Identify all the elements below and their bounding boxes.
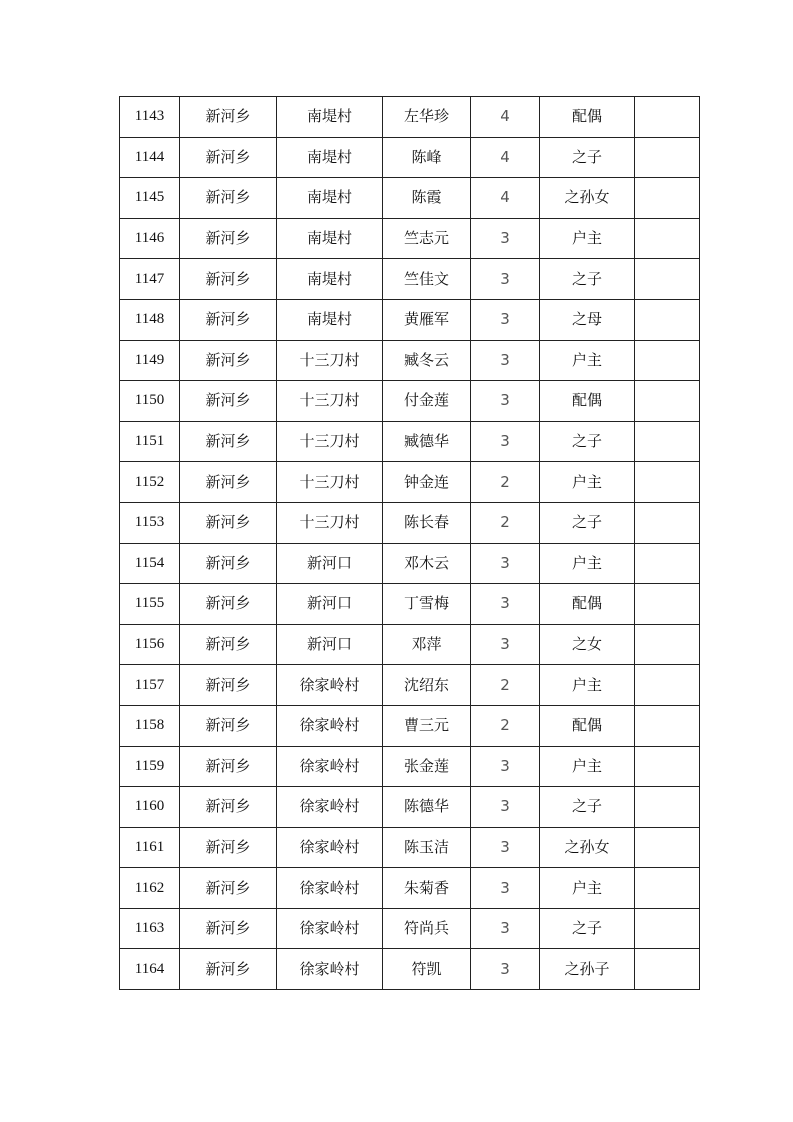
cell-relation: 户主 [540, 462, 635, 503]
cell-number: 1144 [120, 137, 180, 178]
cell-relation: 户主 [540, 665, 635, 706]
cell-household-size: 4 [471, 178, 540, 219]
cell-township: 新河乡 [180, 746, 277, 787]
cell-township: 新河乡 [180, 462, 277, 503]
cell-relation: 户主 [540, 543, 635, 584]
cell-village: 十三刀村 [277, 381, 383, 422]
cell-household-size: 3 [471, 787, 540, 828]
cell-household-size: 3 [471, 624, 540, 665]
cell-person-name: 竺志元 [383, 218, 471, 259]
cell-township: 新河乡 [180, 908, 277, 949]
cell-household-size: 3 [471, 584, 540, 625]
cell-remark [635, 137, 700, 178]
cell-person-name: 黄雁军 [383, 299, 471, 340]
cell-number: 1164 [120, 949, 180, 990]
cell-village: 徐家岭村 [277, 665, 383, 706]
household-roster-table [119, 96, 700, 990]
cell-township: 新河乡 [180, 868, 277, 909]
cell-township: 新河乡 [180, 624, 277, 665]
cell-township: 新河乡 [180, 787, 277, 828]
cell-number: 1158 [120, 705, 180, 746]
cell-township: 新河乡 [180, 259, 277, 300]
cell-number: 1147 [120, 259, 180, 300]
cell-township: 新河乡 [180, 949, 277, 990]
cell-number: 1155 [120, 584, 180, 625]
table-row [120, 543, 700, 584]
cell-number: 1163 [120, 908, 180, 949]
cell-relation: 之女 [540, 624, 635, 665]
cell-person-name: 陈霞 [383, 178, 471, 219]
cell-township: 新河乡 [180, 665, 277, 706]
cell-number: 1150 [120, 381, 180, 422]
cell-village: 南堤村 [277, 178, 383, 219]
cell-remark [635, 178, 700, 219]
cell-township: 新河乡 [180, 381, 277, 422]
cell-person-name: 臧德华 [383, 421, 471, 462]
cell-relation: 之子 [540, 137, 635, 178]
cell-number: 1157 [120, 665, 180, 706]
cell-township: 新河乡 [180, 299, 277, 340]
cell-village: 新河口 [277, 543, 383, 584]
table-row [120, 178, 700, 219]
cell-village: 徐家岭村 [277, 827, 383, 868]
cell-village: 徐家岭村 [277, 705, 383, 746]
cell-village: 南堤村 [277, 259, 383, 300]
cell-person-name: 陈长春 [383, 502, 471, 543]
cell-person-name: 张金莲 [383, 746, 471, 787]
cell-relation: 之子 [540, 421, 635, 462]
cell-township: 新河乡 [180, 218, 277, 259]
cell-number: 1146 [120, 218, 180, 259]
cell-person-name: 沈绍东 [383, 665, 471, 706]
cell-remark [635, 949, 700, 990]
cell-number: 1156 [120, 624, 180, 665]
cell-remark [635, 584, 700, 625]
cell-village: 十三刀村 [277, 340, 383, 381]
cell-number: 1159 [120, 746, 180, 787]
cell-household-size: 3 [471, 543, 540, 584]
cell-relation: 配偶 [540, 381, 635, 422]
cell-household-size: 3 [471, 746, 540, 787]
cell-household-size: 3 [471, 827, 540, 868]
table-row [120, 502, 700, 543]
cell-household-size: 4 [471, 137, 540, 178]
cell-village: 南堤村 [277, 97, 383, 138]
cell-number: 1148 [120, 299, 180, 340]
cell-person-name: 朱菊香 [383, 868, 471, 909]
cell-household-size: 3 [471, 218, 540, 259]
cell-remark [635, 665, 700, 706]
cell-relation: 户主 [540, 218, 635, 259]
cell-village: 徐家岭村 [277, 787, 383, 828]
cell-household-size: 4 [471, 97, 540, 138]
cell-person-name: 钟金连 [383, 462, 471, 503]
cell-village: 徐家岭村 [277, 949, 383, 990]
cell-remark [635, 705, 700, 746]
cell-township: 新河乡 [180, 827, 277, 868]
cell-household-size: 2 [471, 502, 540, 543]
table-row [120, 218, 700, 259]
cell-remark [635, 299, 700, 340]
cell-remark [635, 502, 700, 543]
cell-number: 1149 [120, 340, 180, 381]
cell-number: 1153 [120, 502, 180, 543]
table-row [120, 137, 700, 178]
cell-household-size: 3 [471, 949, 540, 990]
cell-township: 新河乡 [180, 137, 277, 178]
table-row [120, 665, 700, 706]
cell-person-name: 邓木云 [383, 543, 471, 584]
cell-village: 南堤村 [277, 137, 383, 178]
cell-village: 十三刀村 [277, 421, 383, 462]
cell-relation: 之母 [540, 299, 635, 340]
table-body [120, 97, 700, 990]
cell-township: 新河乡 [180, 421, 277, 462]
cell-person-name: 丁雪梅 [383, 584, 471, 625]
cell-remark [635, 827, 700, 868]
table-row [120, 868, 700, 909]
table-row [120, 949, 700, 990]
table-row [120, 705, 700, 746]
cell-village: 南堤村 [277, 218, 383, 259]
cell-person-name: 陈德华 [383, 787, 471, 828]
cell-person-name: 竺佳文 [383, 259, 471, 300]
cell-person-name: 陈峰 [383, 137, 471, 178]
cell-relation: 之孙女 [540, 827, 635, 868]
cell-township: 新河乡 [180, 178, 277, 219]
cell-household-size: 3 [471, 340, 540, 381]
cell-relation: 之孙子 [540, 949, 635, 990]
cell-person-name: 左华珍 [383, 97, 471, 138]
cell-township: 新河乡 [180, 584, 277, 625]
table-row [120, 97, 700, 138]
cell-person-name: 陈玉洁 [383, 827, 471, 868]
cell-remark [635, 97, 700, 138]
cell-remark [635, 746, 700, 787]
table-row [120, 746, 700, 787]
cell-village: 新河口 [277, 584, 383, 625]
table-row [120, 299, 700, 340]
table-row [120, 421, 700, 462]
cell-number: 1151 [120, 421, 180, 462]
cell-number: 1154 [120, 543, 180, 584]
cell-township: 新河乡 [180, 97, 277, 138]
cell-number: 1161 [120, 827, 180, 868]
cell-number: 1162 [120, 868, 180, 909]
cell-township: 新河乡 [180, 340, 277, 381]
cell-remark [635, 259, 700, 300]
cell-township: 新河乡 [180, 705, 277, 746]
cell-remark [635, 381, 700, 422]
cell-remark [635, 340, 700, 381]
cell-relation: 户主 [540, 340, 635, 381]
cell-household-size: 3 [471, 299, 540, 340]
cell-relation: 之子 [540, 787, 635, 828]
cell-number: 1145 [120, 178, 180, 219]
table-row [120, 908, 700, 949]
cell-household-size: 2 [471, 462, 540, 503]
cell-remark [635, 462, 700, 503]
cell-remark [635, 218, 700, 259]
cell-village: 十三刀村 [277, 462, 383, 503]
cell-village: 十三刀村 [277, 502, 383, 543]
cell-remark [635, 624, 700, 665]
cell-relation: 配偶 [540, 584, 635, 625]
table-row [120, 340, 700, 381]
table-row [120, 259, 700, 300]
cell-remark [635, 908, 700, 949]
cell-village: 徐家岭村 [277, 746, 383, 787]
cell-person-name: 曹三元 [383, 705, 471, 746]
cell-household-size: 3 [471, 908, 540, 949]
cell-village: 新河口 [277, 624, 383, 665]
cell-relation: 之子 [540, 908, 635, 949]
cell-household-size: 2 [471, 705, 540, 746]
cell-number: 1160 [120, 787, 180, 828]
cell-person-name: 付金莲 [383, 381, 471, 422]
cell-township: 新河乡 [180, 543, 277, 584]
cell-relation: 配偶 [540, 705, 635, 746]
cell-village: 徐家岭村 [277, 908, 383, 949]
table-row [120, 787, 700, 828]
cell-remark [635, 787, 700, 828]
table-row [120, 381, 700, 422]
cell-number: 1143 [120, 97, 180, 138]
cell-number: 1152 [120, 462, 180, 503]
cell-relation: 户主 [540, 746, 635, 787]
cell-person-name: 邓萍 [383, 624, 471, 665]
cell-person-name: 符凯 [383, 949, 471, 990]
cell-person-name: 臧冬云 [383, 340, 471, 381]
cell-person-name: 符尚兵 [383, 908, 471, 949]
cell-relation: 配偶 [540, 97, 635, 138]
cell-household-size: 3 [471, 868, 540, 909]
table-row [120, 584, 700, 625]
table-row [120, 624, 700, 665]
table-row [120, 462, 700, 503]
cell-township: 新河乡 [180, 502, 277, 543]
cell-relation: 之子 [540, 502, 635, 543]
table-row [120, 827, 700, 868]
cell-relation: 户主 [540, 868, 635, 909]
cell-remark [635, 868, 700, 909]
cell-village: 南堤村 [277, 299, 383, 340]
cell-household-size: 3 [471, 259, 540, 300]
cell-remark [635, 543, 700, 584]
cell-household-size: 3 [471, 381, 540, 422]
cell-household-size: 3 [471, 421, 540, 462]
cell-remark [635, 421, 700, 462]
cell-village: 徐家岭村 [277, 868, 383, 909]
cell-relation: 之孙女 [540, 178, 635, 219]
cell-relation: 之子 [540, 259, 635, 300]
cell-household-size: 2 [471, 665, 540, 706]
